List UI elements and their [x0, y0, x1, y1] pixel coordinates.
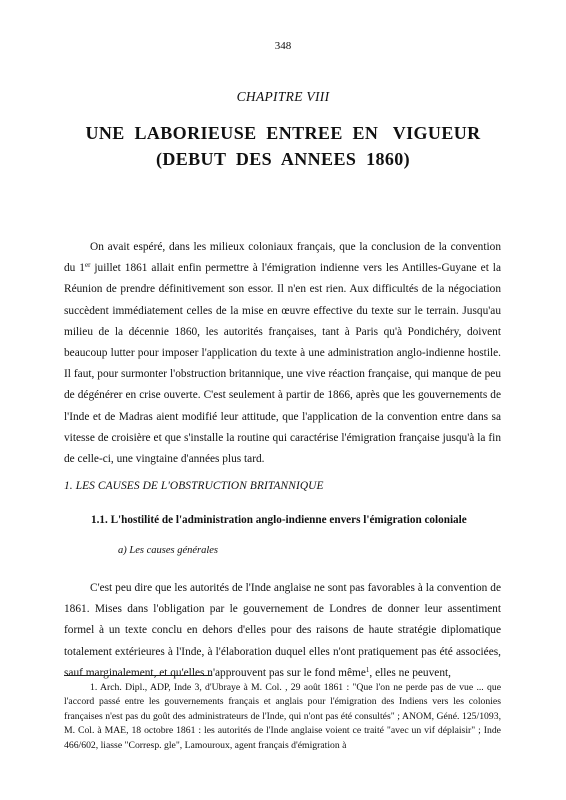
chapter-title-line-2: (DEBUT DES ANNEES 1860)	[155, 149, 411, 169]
section-heading: 1. LES CAUSES DE L'OBSTRUCTION BRITANNIQUE	[64, 480, 324, 492]
footnote-divider	[64, 675, 212, 676]
body-paragraph-text-rest: , elles ne peuvent,	[369, 666, 451, 679]
intro-paragraph	[64, 237, 501, 470]
body-paragraph-text-start: C'est peu dire que les autorités de l'Inde anglaise ne sont pas favorables à la convention de 1861. Mises dans l'obligation par le gouvernement de Londres de donner leur assentiment formel à un texte conclu en dehors d'elles pour des raisons de haute stratégie diplomatique totalement extérieures à l'Inde, à l'élaboration duquel elles n'ont pratiquement pas été associées, sauf marginalement, et qu'elles n'approuvent pas sur le fond même	[64, 582, 501, 679]
footnote-reference[interactable]: 1	[365, 665, 370, 674]
footnote: 1. Arch. Dipl., ADP, Inde 3, d'Ubraye à M. Col. , 29 août 1861 : "Que l'on ne perde pas de vue ... que l'accord passé entre les gouvernements français et anglais pour l'émigration des Indiens vers les colonies françaises n'est pas du goût des administrateurs de l'Inde, qui n'ont pas été consultés" ; ANOM, Géné. 125/1093, M. Col. à MAE, 18 octobre 1861 : les autorités de l'Inde anglaise voient ce traité "avec un vif déplaisir" ; Inde 466/602, liasse "Corresp. gle", Lamouroux, agent français d'émigration à	[64, 682, 501, 751]
body-paragraph	[64, 578, 501, 684]
subsection-heading: 1.1. L'hostilité de l'administration anglo-indienne envers l'émigration coloniale	[91, 514, 467, 526]
chapter-title-line-1: UNE LABORIEUSE ENTREE EN VIGUEUR	[85, 123, 481, 143]
intro-paragraph-text-rest: juillet 1861 allait enfin permettre à l'émigration indienne vers les Antilles-Guyane et la Réunion de prendre définitivement son essor. Il n'en est rien. Aux difficultés de la négociation succèdent immédiatement celles de la mise en œuvre effective du texte sur le terrain. Jusqu'au milieu de la décennie 1860, les autorités françaises, tant à Paris qu'à Pondichéry, doivent beaucoup lutter pour imposer l'application du texte à une administration anglo-indienne hostile. Il faut, pour surmonter l'obstruction britannique, une vive réaction française, qui manque de peu de dégénérer en crise ouverte. C'est seulement à partir de 1866, après que les gouvernements de l'Inde et de Madras aient modifié leur attitude, que l'application de la convention entre dans sa vitesse de croisière et que s'installe la routine qui caractérise l'émigration française jusqu'à la fin de celle-ci, une vingtaine d'années plus tard.	[64, 262, 501, 466]
chapter-label: CHAPITRE VIII	[236, 89, 330, 104]
sub-subsection-heading: a) Les causes générales	[118, 545, 219, 556]
intro-paragraph-text-start: On avait espéré, dans les milieux coloniaux français, que la conclusion de la convention du 1	[64, 241, 501, 275]
ordinal-superscript: er	[84, 261, 91, 270]
page-number: 348	[274, 40, 292, 52]
